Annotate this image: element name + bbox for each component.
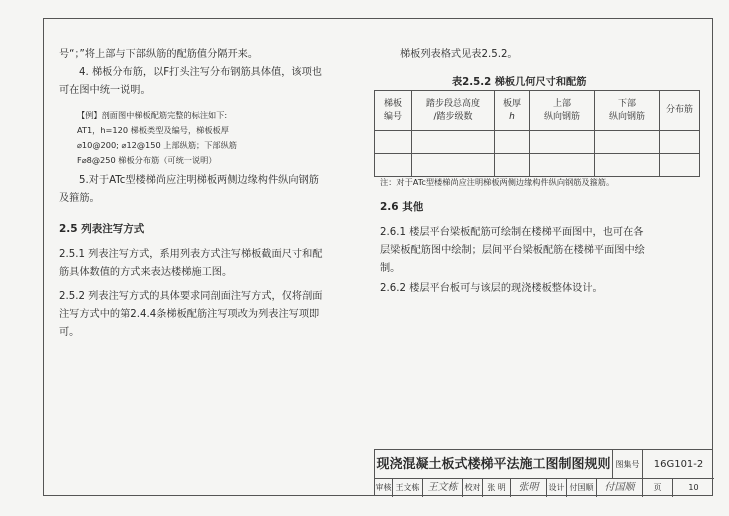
page-number: 10 bbox=[688, 483, 699, 492]
paragraph-separator-note: 号“；”将上部与下部纵筋的配筋值分隔开来。 bbox=[59, 49, 259, 60]
drawing-title: 现浇混凝土板式楼梯平法施工图制图规则 bbox=[375, 450, 613, 479]
reviewer-signature: 王文栋 bbox=[423, 479, 463, 497]
review-label: 审核 bbox=[375, 479, 393, 497]
header-cell-bottom-rebar: 下部 纵向钢筋 bbox=[595, 91, 660, 131]
header-cell-total-height: 踏步段总高度 /踏步级数 bbox=[412, 91, 495, 131]
section-heading-2-5: 2.5 列表注写方式 bbox=[59, 223, 145, 235]
example-block bbox=[77, 108, 367, 168]
section-heading-2-6: 2.6 其他 bbox=[380, 201, 424, 213]
paragraph-atc-note-2: 及箍筋。 bbox=[59, 193, 100, 204]
table-caption: 表2.5.2 梯板几何尺寸和配筋 bbox=[452, 77, 587, 88]
paragraph-2-5-1-a: 2.5.1 列表注写方式，系用列表方式注写梯板截面尺寸和配 bbox=[59, 249, 323, 260]
title-block bbox=[374, 449, 713, 496]
signature-row bbox=[375, 479, 714, 497]
table-note: 注：对于ATc型楼梯尚应注明梯板两侧边缘构件纵向钢筋及箍筋。 bbox=[380, 177, 615, 187]
paragraph-2-5-2-b: 注写方式中的第2.4.4条梯板配筋注写项改为列表注写项即 bbox=[59, 309, 320, 320]
example-line-4: F⌀8@250 梯板分布筋（可统一说明） bbox=[77, 155, 217, 165]
paragraph-distribution-bar-1: 4. 梯板分布筋，以F打头注写分布钢筋具体值，该项也 bbox=[79, 67, 322, 78]
designer-name: 付国顺 bbox=[567, 479, 597, 497]
table-header-row bbox=[375, 91, 700, 131]
example-line-3: ⌀10@200; ⌀12@150 上部纵筋；下部纵筋 bbox=[77, 140, 237, 150]
checker-name: 张 明 bbox=[483, 479, 511, 497]
paragraph-distribution-bar-2: 可在图中统一说明。 bbox=[59, 85, 151, 96]
example-line-2: AT1，h=120 梯板类型及编号，梯板板厚 bbox=[77, 125, 229, 135]
paragraph-2-6-2: 2.6.2 楼层平台板可与该层的现浇楼板整体设计。 bbox=[380, 283, 603, 294]
designer-signature: 付国顺 bbox=[597, 479, 643, 497]
check-label: 校对 bbox=[463, 479, 483, 497]
atlas-number: 16G101-2 bbox=[643, 450, 714, 479]
table-row bbox=[375, 131, 700, 154]
table-intro: 梯板列表格式见表2.5.2。 bbox=[400, 49, 518, 60]
atlas-label: 图集号 bbox=[613, 450, 643, 479]
paragraph-2-6-1-b: 层梁板配筋图中绘制；层间平台梁板配筋在楼梯平面图中绘 bbox=[380, 245, 645, 256]
header-cell-stair-no: 梯板 编号 bbox=[375, 91, 412, 131]
reviewer-name: 王文栋 bbox=[393, 479, 423, 497]
header-cell-top-rebar: 上部 纵向钢筋 bbox=[530, 91, 595, 131]
paragraph-atc-note-1: 5.对于ATc型楼梯尚应注明梯板两侧边缘构件纵向钢筋 bbox=[79, 175, 319, 186]
paragraph-2-6-1-a: 2.6.1 楼层平台梁板配筋可绘制在楼梯平面图中，也可在各 bbox=[380, 227, 644, 238]
page-label: 页 bbox=[643, 479, 673, 497]
paragraph-2-6-1-c: 制。 bbox=[380, 263, 401, 274]
design-label: 设计 bbox=[547, 479, 567, 497]
table-row bbox=[375, 154, 700, 177]
section-2-6 bbox=[380, 198, 706, 298]
paragraph-2-5-1-b: 筋具体数值的方式来表达楼梯施工图。 bbox=[59, 267, 233, 278]
header-cell-thickness: 板厚 h bbox=[495, 91, 530, 131]
paragraph-2-5-2-c: 可。 bbox=[59, 327, 80, 338]
paragraph-2-5-2-a: 2.5.2 列表注写方式的具体要求同剖面注写方式，仅将剖面 bbox=[59, 291, 323, 302]
example-line-1: 【例】剖面图中梯板配筋完整的标注如下: bbox=[77, 110, 228, 120]
left-column bbox=[59, 46, 367, 342]
rebar-table bbox=[374, 90, 700, 177]
header-cell-distribution: 分布筋 bbox=[660, 91, 700, 131]
checker-signature: 张明 bbox=[511, 479, 547, 497]
